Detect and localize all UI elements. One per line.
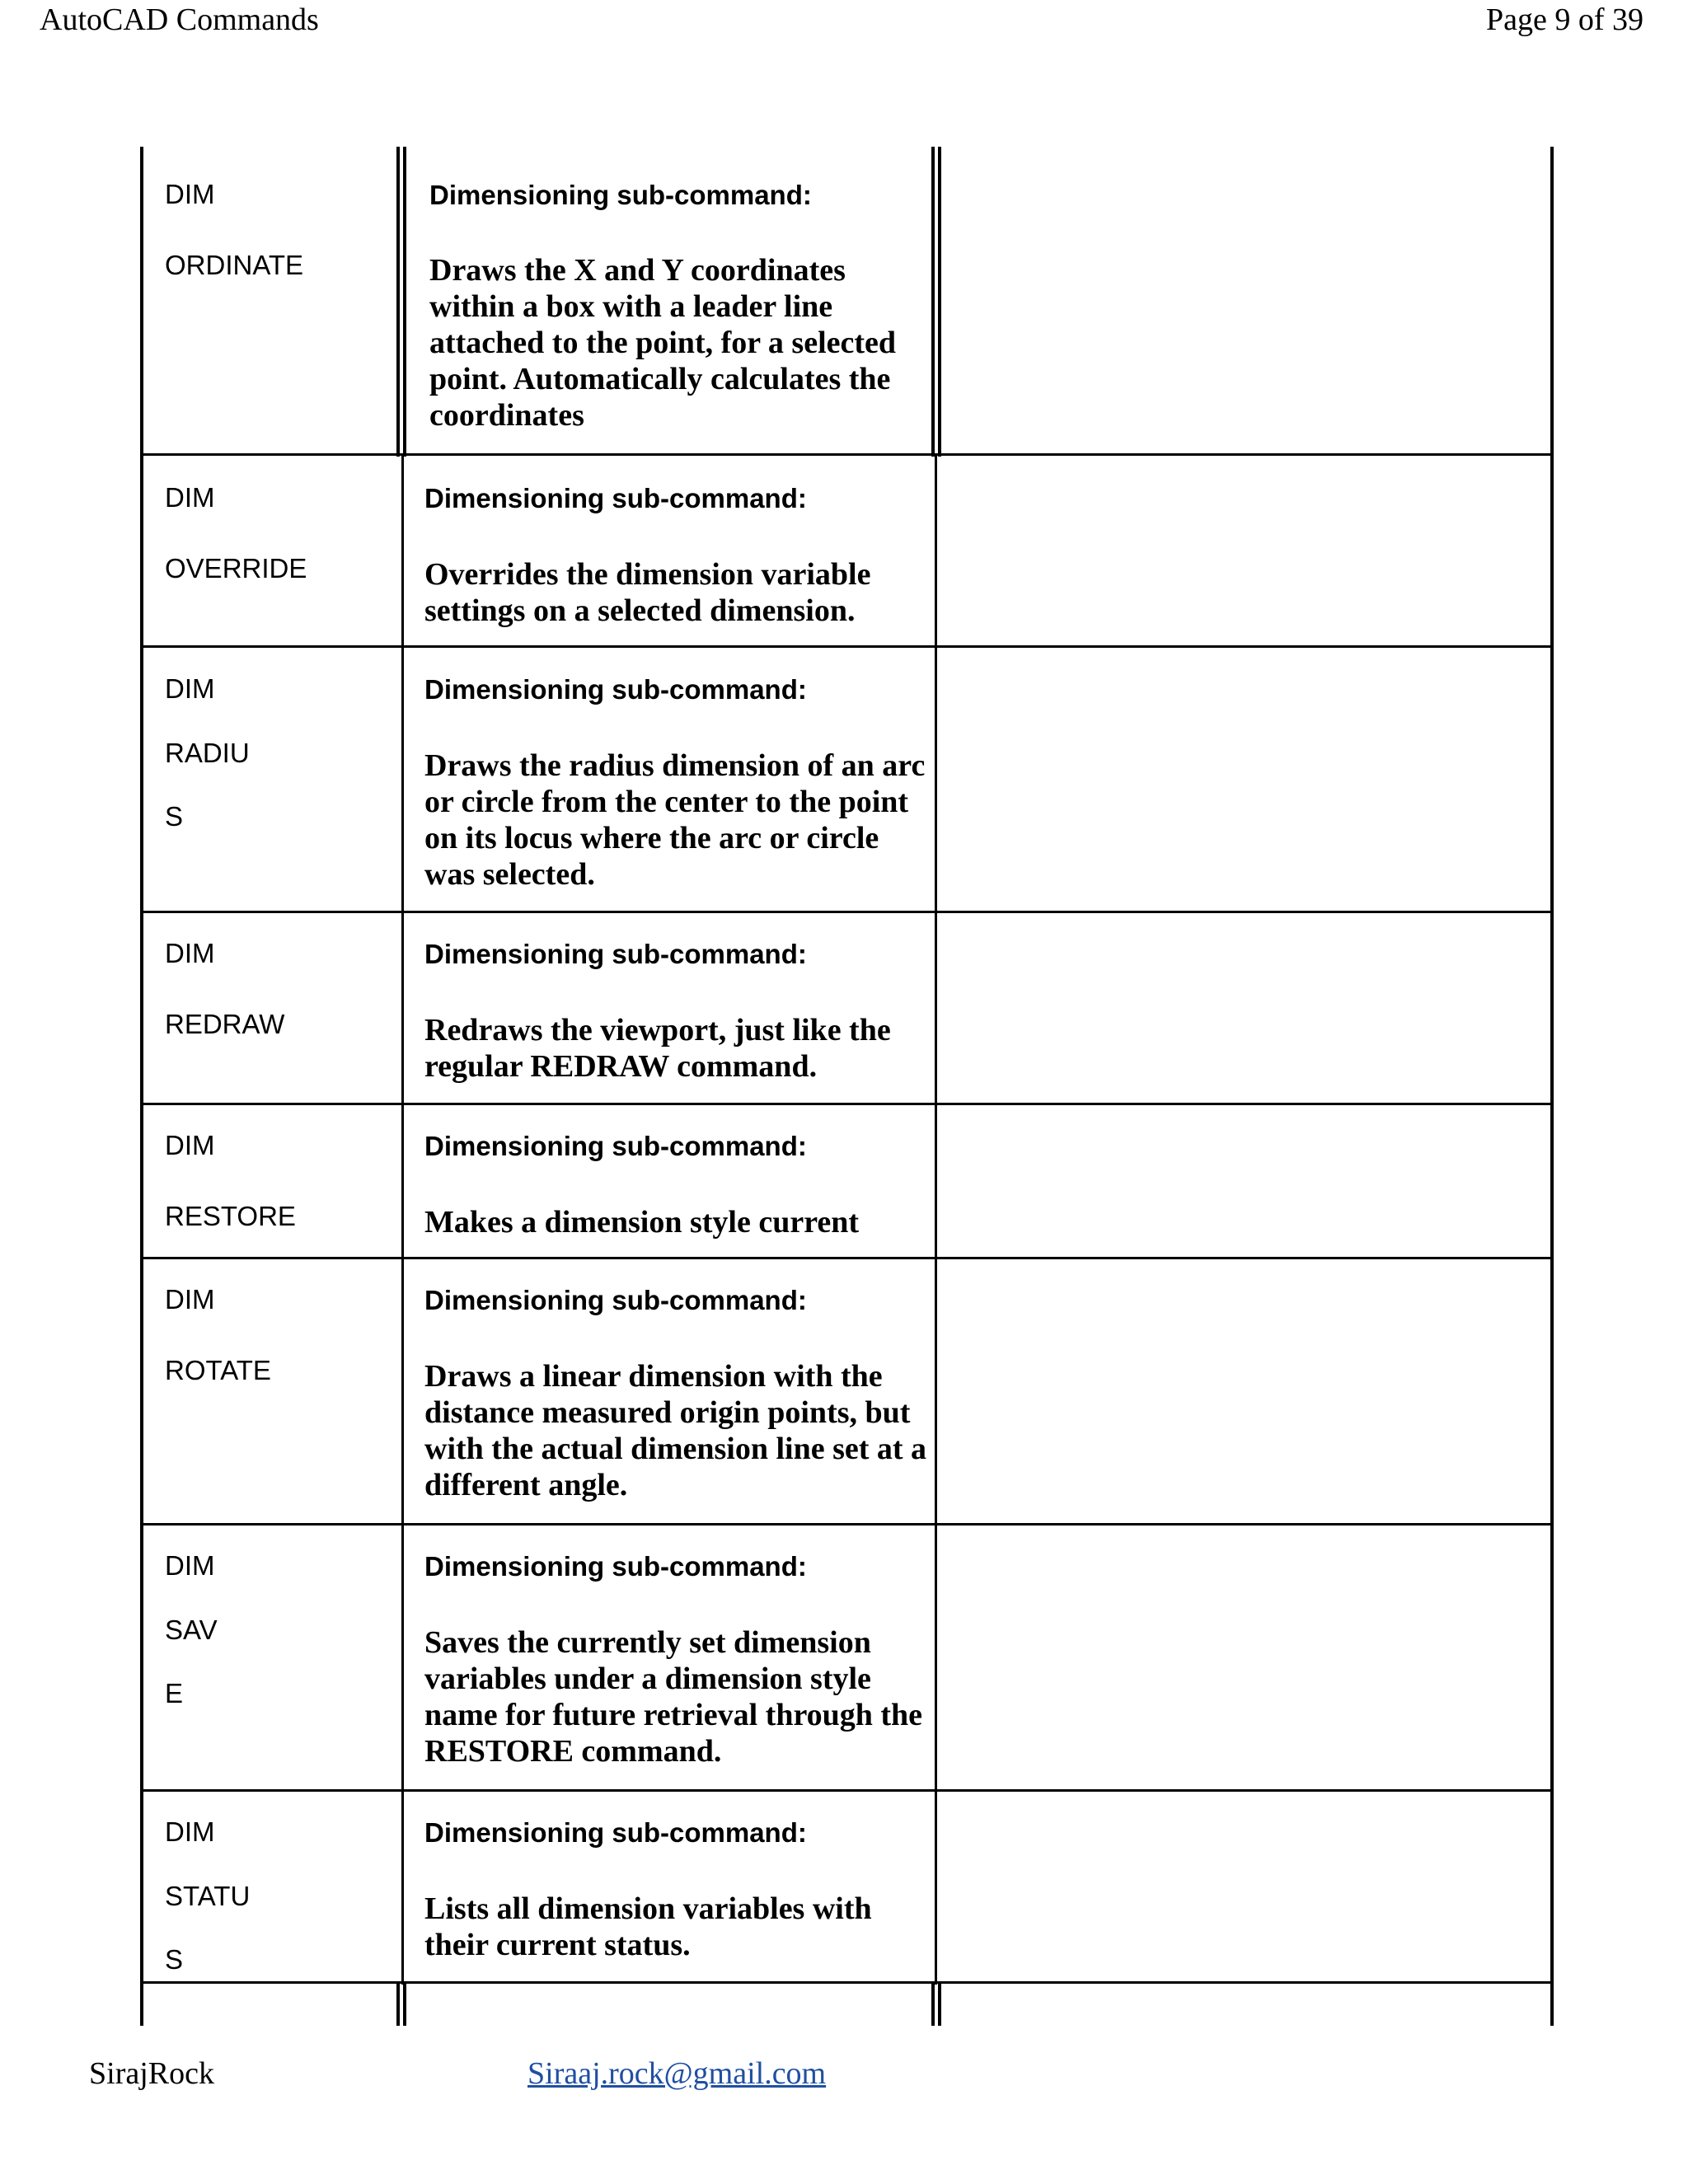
sub-command-label: Dimensioning sub-command: <box>424 1131 807 1161</box>
footer-author: SirajRock <box>89 2056 214 2091</box>
command-name: REDRAW <box>165 1009 285 1039</box>
command-description: Redraws the viewport, just like the regular REDRAW command. <box>424 1013 891 1084</box>
column-divider-1-double-c <box>396 1981 400 2026</box>
command-description: Overrides the dimension variable settings on a selected dimension. <box>424 557 871 628</box>
sub-command-label: Dimensioning sub-command: <box>424 1285 807 1315</box>
command-description: Saves the currently set dimension variables under a dimension style name for future retrieval through the RESTORE command. <box>424 1625 923 1769</box>
column-divider-2-double-a <box>931 147 935 457</box>
command-name: DIM <box>165 1550 215 1581</box>
command-name: DIM <box>165 1130 215 1160</box>
command-name: STATU <box>165 1881 251 1911</box>
column-divider-1-double-b <box>403 147 406 457</box>
column-divider-2-double-d <box>938 1981 941 2026</box>
row-divider <box>141 1257 1554 1259</box>
column-divider-1-double-a <box>396 147 400 457</box>
command-name: S <box>165 801 184 832</box>
sub-command-label: Dimensioning sub-command: <box>429 180 812 210</box>
command-name: DIM <box>165 673 215 704</box>
row-divider <box>141 1789 1554 1792</box>
column-divider-1 <box>401 455 404 1985</box>
sub-command-label: Dimensioning sub-command: <box>424 483 807 513</box>
column-divider-2-double-c <box>931 1981 935 2026</box>
row-divider <box>141 645 1554 648</box>
sub-command-label: Dimensioning sub-command: <box>424 1817 807 1848</box>
sub-command-label: Dimensioning sub-command: <box>424 939 807 969</box>
command-name: RESTORE <box>165 1201 296 1231</box>
sub-command-label: Dimensioning sub-command: <box>424 1551 807 1582</box>
command-name: E <box>165 1678 184 1708</box>
command-description: Draws the radius dimension of an arc or circle from the center to the point on its locus where the arc or circle was selected. <box>424 748 926 892</box>
column-divider-1-double-d <box>403 1981 406 2026</box>
sub-command-label: Dimensioning sub-command: <box>424 674 807 705</box>
command-name: RADIU <box>165 738 250 768</box>
command-name: S <box>165 1944 184 1975</box>
column-divider-2-double-b <box>938 147 941 457</box>
row-divider <box>141 453 1554 456</box>
command-description: Draws the X and Y coordinates within a box with a leader line attached to the point, for a selected point. Automatically calculates the coordinates <box>429 253 897 433</box>
description-clip <box>429 247 929 453</box>
command-name: DIM <box>165 938 215 968</box>
command-name: ROTATE <box>165 1355 271 1385</box>
command-name: DIM <box>165 1284 215 1315</box>
table-border-right <box>1550 147 1554 2026</box>
row-divider <box>141 1523 1554 1526</box>
command-description: Draws a linear dimension with the distance measured origin points, but with the actual dimension line set at a different angle. <box>424 1359 927 1502</box>
command-name: ORDINATE <box>165 250 304 280</box>
row-divider <box>141 911 1554 913</box>
command-description: Makes a dimension style current <box>424 1205 860 1240</box>
page-number: Page 9 of 39 <box>1485 2 1643 37</box>
row-divider <box>141 1103 1554 1105</box>
footer-email-link[interactable]: Siraaj.rock@gmail.com <box>528 2056 827 2091</box>
row-divider <box>141 1981 1554 1984</box>
command-name: DIM <box>165 1816 215 1847</box>
command-name: OVERRIDE <box>165 553 307 583</box>
command-name: DIM <box>165 482 215 513</box>
command-description: Lists all dimension variables with their current status. <box>424 1891 872 1962</box>
command-name: DIM <box>165 179 215 209</box>
header-title: AutoCAD Commands <box>40 2 319 37</box>
command-name: SAV <box>165 1615 218 1645</box>
table-border-left <box>140 147 143 2026</box>
